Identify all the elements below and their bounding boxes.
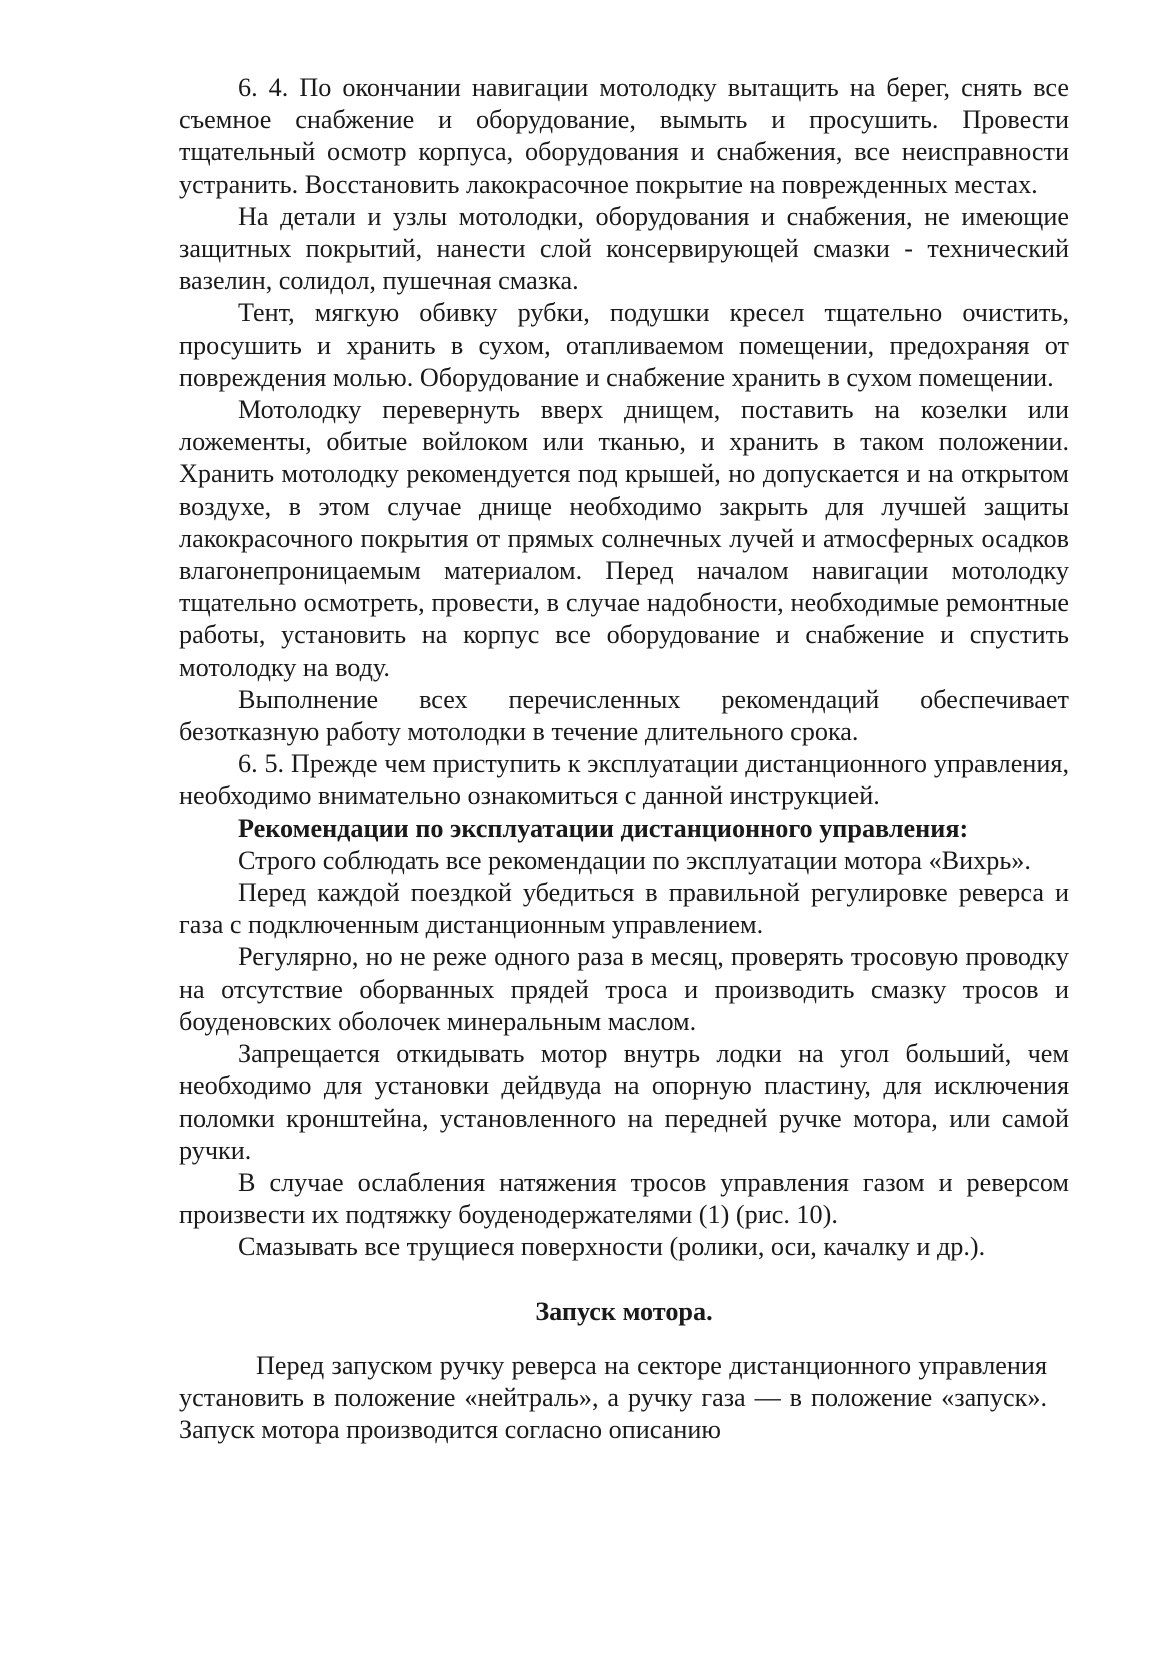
recommendation-item: Запрещается откидывать мотор внутрь лодки на угол больший, чем необходимо для установки дейдвуда на опорную пластину, для исключения поломки кронштейна, установленного на передней ручке мотора, или самой ручки. [179,1039,1069,1165]
launch-heading: Запуск мотора. [535,1296,713,1326]
paragraph-lubrication: На детали и узлы мотолодки, оборудования и снабжения, не имеющие защитных покрытий, нанести слой консервирующей смазки - технический вазелин, солидол, пушечная смазка. [179,201,1069,296]
paragraph-storage: Мотолодку перевернуть вверх днищем, поставить на козелки или ложементы, обитые войлоком или тканью, и хранить в таком положении. Хранить мотолодку рекомендуется под крышей, но допускается и на открытом воздухе, в этом случае днище необходимо закрыть для лучшей защиты лакокрасочного покрытия от прямых солнечных лучей и атмосферных осадков влагонепроницаемым материалом. Перед началом навигации мотолодку тщательно осмотреть, провести, в случае надобности, необходимые ремонтные работы, установить на корпус все оборудование и снабжение и спустить мотолодку на воду. [179,395,1069,682]
recommendations-heading: Рекомендации по эксплуатации дистанционного управления: [238,813,969,843]
paragraph-6-5: 6. 5. Прежде чем приступить к эксплуатации дистанционного управления, необходимо внимательно ознакомиться с данной инструкцией. [179,749,1069,811]
recommendation-item: Строго соблюдать все рекомендации по эксплуатации мотора «Вихрь». [238,845,1031,875]
paragraph-tent: Тент, мягкую обивку рубки, подушки кресел тщательно очистить, просушить и хранить в сухом, отапливаемом помещении, предохраняя от повреждения молью. Оборудование и снабжение хранить в сухом помещении. [179,298,1069,392]
launch-paragraph: Перед запуском ручку реверса на секторе дистанционного управления установить в положение «нейтраль», а ручку газа — в положение «запуск». Запуск мотора производится согласно описанию [179,1350,1047,1445]
paragraph-reliability: Выполнение всех перечисленных рекомендаций обеспечивает безотказную работу мотолодки в течение длительного срока. [179,684,1069,747]
document-page [179,72,1069,1446]
recommendation-item: Перед каждой поездкой убедиться в правильной регулировке реверса и газа с подключенным дистанционным управлением. [179,878,1069,940]
recommendation-item: В случае ослабления натяжения тросов управления газом и реверсом произвести их подтяжку боуденодержателями (1) (рис. 10). [179,1167,1069,1230]
recommendation-item: Смазывать все трущиеся поверхности (ролики, оси, качалку и др.). [238,1232,986,1262]
recommendation-item: Регулярно, но не реже одного раза в месяц, проверять тросовую проводку на отсутствие оборванных прядей троса и производить смазку тросов и боуденовских оболочек минеральным маслом. [179,942,1069,1036]
paragraph-6-4: 6. 4. По окончании навигации мотолодку вытащить на берег, снять все съемное снабжение и оборудование, вымыть и просушить. Провести тщательный осмотр корпуса, оборудования и снабжения, все неисправности устранить. Восстановить лакокрасочное покрытие на поврежденных местах. [179,73,1069,199]
